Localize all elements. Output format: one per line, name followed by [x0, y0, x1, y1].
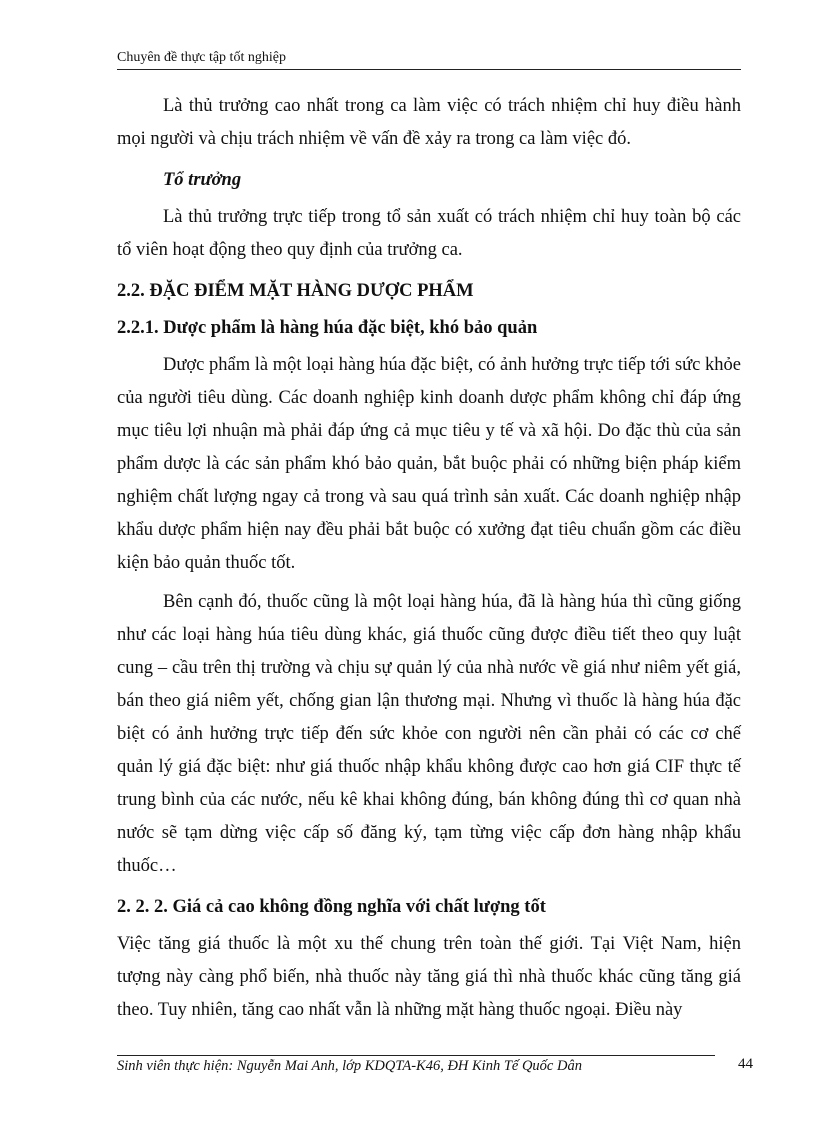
page-number: 44: [738, 1056, 753, 1072]
paragraph-4: Bên cạnh đó, thuốc cũng là một loại hàng húa, đã là hàng húa thì cũng giống như các loại hàng húa tiêu dùng khác, giá thuốc cũng được điều tiết theo quy luật cung – cầu trên thị trường và chịu sự quản lý của nhà nước về giá như niêm yết giá, bán theo giá niêm yết, chống gian lận thương mại. Nhưng vì thuốc là hàng húa đặc biệt có ảnh hưởng trực tiếp đến sức khỏe con người nên cần phải có các cơ chế quản lý giá đặc biệt: như giá thuốc nhập khẩu không được cao hơn giá CIF thực tế trung bình của các nước, nếu kê khai không đúng, bán không đúng thì cơ quan nhà nước sẽ tạm dừng việc cấp số đăng ký, tạm từng việc cấp đơn hàng nhập khẩu thuốc…: [117, 592, 741, 876]
paragraph-2: Là thủ trưởng trực tiếp trong tổ sản xuất có trách nhiệm chỉ huy toàn bộ các tổ viên hoạt động theo quy định của trưởng ca.: [117, 207, 741, 260]
page-header: Chuyên đề thực tập tốt nghiệp: [117, 50, 741, 70]
page-footer: Sinh viên thực hiện: Nguyễn Mai Anh, lớp KDQTA-K46, ĐH Kinh Tế Quốc Dân: [117, 1058, 582, 1074]
section-heading-2-2-2: 2. 2. 2. Giá cả cao không đồng nghĩa với chất lượng tốt: [117, 897, 546, 917]
section-heading-2-2: 2.2. ĐẶC ĐIỂM MẶT HÀNG DƯỢC PHẨM: [117, 281, 474, 301]
paragraph-3: Dược phẩm là một loại hàng húa đặc biệt, có ảnh hưởng trực tiếp tới sức khỏe của người tiêu dùng. Các doanh nghiệp kinh doanh dược phẩm không chỉ đáp ứng mục tiêu lợi nhuận mà phải đáp ứng cả mục tiêu y tế và xã hội. Do đặc thù của sản phẩm dược là các sản phẩm khó bảo quản, bắt buộc phải có những biện pháp kiểm nghiệm chất lượng ngay cả trong và sau quá trình sản xuất. Các doanh nghiệp nhập khẩu dược phẩm hiện nay đều phải bắt buộc có xưởng đạt tiêu chuẩn gồm các điều kiện bảo quản thuốc tốt.: [117, 355, 741, 573]
footer-divider: [117, 1055, 715, 1056]
subheading-to-truong: Tổ trưởng: [163, 170, 242, 190]
page-body: [117, 90, 741, 1027]
section-heading-2-2-1: 2.2.1. Dược phẩm là hàng húa đặc biệt, khó bảo quản: [117, 318, 538, 338]
paragraph-5: Việc tăng giá thuốc là một xu thế chung trên toàn thế giới. Tại Việt Nam, hiện tượng này càng phổ biến, nhà thuốc này tăng giá thì nhà thuốc khác cũng tăng giá theo. Tuy nhiên, tăng cao nhất vẫn là những mặt hàng thuốc ngoại. Điều này: [117, 934, 741, 1020]
paragraph-1: Là thủ trưởng cao nhất trong ca làm việc có trách nhiệm chỉ huy điều hành mọi người và chịu trách nhiệm về vấn đề xảy ra trong ca làm việc đó.: [117, 96, 741, 149]
